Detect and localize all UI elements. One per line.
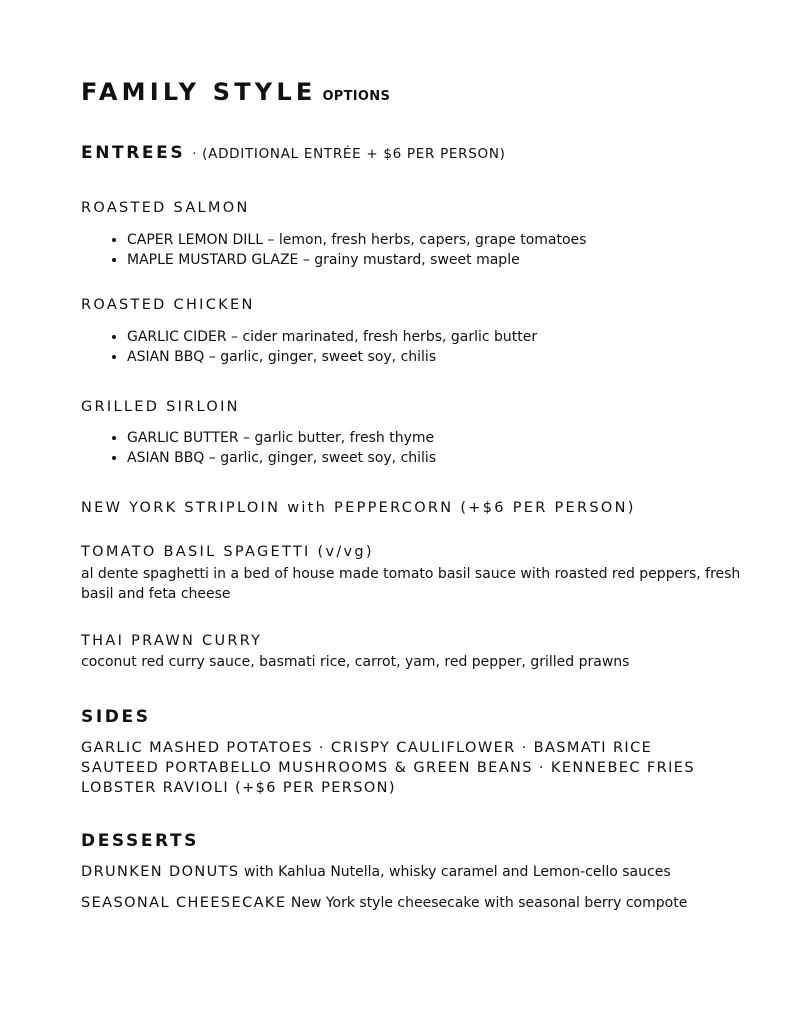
- title-main: FAMILY STYLE: [81, 78, 317, 106]
- desserts-heading: [81, 831, 199, 851]
- spaghetti-description: al dente spaghetti in a bed of house made tomato basil sauce with roasted red peppers, fresh basil and feta cheese: [81, 566, 741, 602]
- dessert-item: [81, 864, 671, 880]
- entrees-note: · (ADDITIONAL ENTRÉE + $6 PER PERSON): [187, 146, 506, 162]
- dish-roasted-chicken: ROASTED CHICKEN: [81, 297, 255, 313]
- list-item: • GARLIC CIDER – cider marinated, fresh herbs, garlic butter: [127, 327, 537, 347]
- dish-ny-striploin: NEW YORK STRIPLOIN with PEPPERCORN (+$6 PER PERSON): [81, 500, 636, 516]
- dessert-description: with Kahlua Nutella, whisky caramel and Lemon-cello sauces: [239, 864, 671, 880]
- dessert-item: [81, 895, 687, 911]
- salmon-options: [81, 230, 586, 270]
- sides-heading-label: SIDES: [81, 707, 151, 727]
- desserts-heading-label: DESSERTS: [81, 831, 200, 851]
- dish-tomato-basil-spaghetti: TOMATO BASIL SPAGETTI (v/vg): [81, 544, 374, 560]
- sides-line: SAUTEED PORTABELLO MUSHROOMS & GREEN BEANS · KENNEBEC FRIES: [81, 760, 695, 776]
- title-subtitle: OPTIONS: [322, 89, 391, 104]
- list-item: • ASIAN BBQ – garlic, ginger, sweet soy, chilis: [127, 448, 436, 468]
- sides-line: GARLIC MASHED POTATOES · CRISPY CAULIFLOWER · BASMATI RICE: [81, 740, 653, 756]
- chicken-options: [81, 327, 537, 367]
- dish-roasted-salmon: ROASTED SALMON: [81, 200, 250, 216]
- dish-grilled-sirloin: GRILLED SIRLOIN: [81, 399, 240, 415]
- page-title: [81, 78, 390, 106]
- sides-line: LOBSTER RAVIOLI (+$6 PER PERSON): [81, 780, 396, 796]
- sides-heading: [81, 707, 151, 727]
- entrees-heading: [81, 143, 506, 163]
- sirloin-options: [81, 428, 436, 468]
- dish-thai-prawn-curry: THAI PRAWN CURRY: [81, 633, 263, 649]
- list-item: • GARLIC BUTTER – garlic butter, fresh thyme: [127, 428, 436, 448]
- list-item: • ASIAN BBQ – garlic, ginger, sweet soy, chilis: [127, 347, 537, 367]
- dessert-name: DRUNKEN DONUTS: [81, 864, 240, 880]
- curry-description: coconut red curry sauce, basmati rice, carrot, yam, red pepper, grilled prawns: [81, 654, 630, 670]
- dessert-description: New York style cheesecake with seasonal berry compote: [286, 895, 688, 911]
- dessert-name: SEASONAL CHEESECAKE: [81, 895, 287, 911]
- list-item: • MAPLE MUSTARD GLAZE – grainy mustard, sweet maple: [127, 250, 586, 270]
- list-item: • CAPER LEMON DILL – lemon, fresh herbs, capers, grape tomatoes: [127, 230, 586, 250]
- entrees-heading-label: ENTREES: [81, 143, 186, 163]
